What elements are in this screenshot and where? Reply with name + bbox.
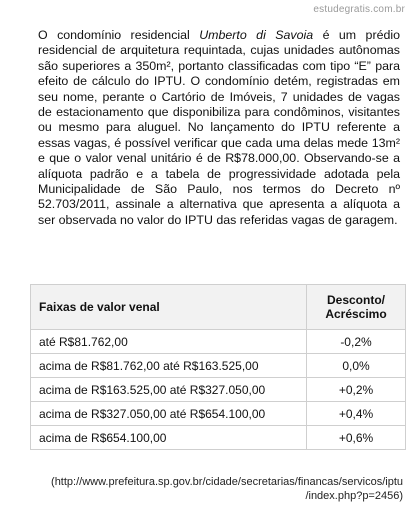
range-cell: acima de R$81.762,00 até R$163.525,00 xyxy=(31,354,307,378)
table-row xyxy=(31,330,406,354)
value-cell: -0,2% xyxy=(307,330,406,354)
table-row xyxy=(31,354,406,378)
rates-table xyxy=(30,284,406,450)
table-row xyxy=(31,378,406,402)
rates-table-wrapper xyxy=(30,284,406,450)
value-cell: 0,0% xyxy=(307,354,406,378)
site-watermark: estudegratis.com.br xyxy=(313,4,405,15)
range-cell: até R$81.762,00 xyxy=(31,330,307,354)
value-cell: +0,2% xyxy=(307,378,406,402)
header-faixas: Faixas de valor venal xyxy=(31,285,307,330)
header-desconto: Desconto/ Acréscimo xyxy=(307,285,406,330)
question-text-part1: O condomínio residencial xyxy=(38,28,200,42)
building-name: Umberto di Savoia xyxy=(199,28,314,42)
range-cell: acima de R$327.050,00 até R$654.100,00 xyxy=(31,402,307,426)
question-text xyxy=(38,28,400,228)
table-row xyxy=(31,402,406,426)
table-row xyxy=(31,426,406,450)
question-text-part2: é um prédio residencial de arquitetura requintada, cujas unidades autônomas são superiores a 350m², portanto classificadas com tipo “E” para efeito de cálculo do IPTU. O condomínio detém, registradas em seu nome, perante o Cartório de Imóveis, 7 unidades de vagas de estacionamento que disponibiliza para condôminos, visitantes ou mesmo para aluguel. No lançamento do IPTU referente a essas vagas, é possível verificar que cada uma delas mede 13m² e que o valor venal unitário é de R$78.000,00. Observando-se a alíquota padrão e a tabela de progressividade adotada pela Municipalidade de São Paulo, nos termos do Decreto nº 52.703/2011, assinale a alternativa que apresenta a alíquota a ser observada no valor do IPTU das referidas vagas de garagem. xyxy=(38,28,401,227)
range-cell: acima de R$654.100,00 xyxy=(31,426,307,450)
range-cell: acima de R$163.525,00 até R$327.050,00 xyxy=(31,378,307,402)
table-header-row xyxy=(31,285,406,330)
source-citation: (http://www.prefeitura.sp.gov.br/cidade/secretarias/financas/servicos/iptu /index.php?p=2456) xyxy=(51,476,403,502)
value-cell: +0,6% xyxy=(307,426,406,450)
value-cell: +0,4% xyxy=(307,402,406,426)
